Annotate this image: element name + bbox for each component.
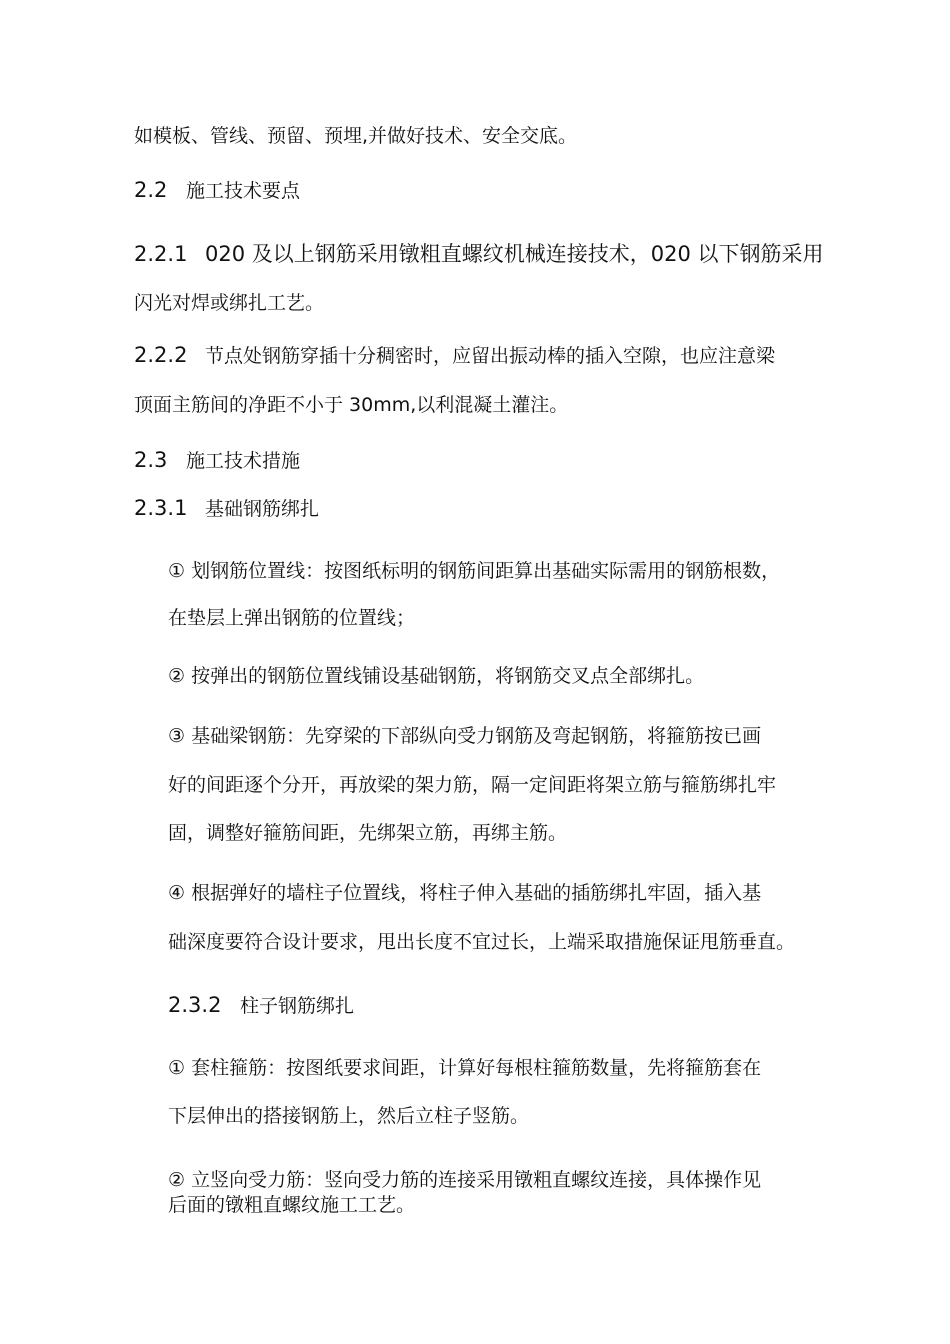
line-text: ④ 根据弹好的墙柱子位置线，将柱子伸入基础的插筋绑扎牢固，插入基 xyxy=(168,882,762,904)
section-number: 2.2 xyxy=(134,178,168,202)
section-number: 2.2.2 xyxy=(134,343,188,367)
line-text: 好的间距逐个分开，再放梁的架力筋，隔一定间距将架立筋与箍筋绑扎牢 xyxy=(168,774,777,796)
list-item xyxy=(168,1056,761,1080)
section-number: 2.3 xyxy=(134,448,168,472)
text-line xyxy=(168,606,415,630)
section-heading xyxy=(134,242,824,267)
text-line xyxy=(134,124,577,148)
line-text: 础深度要符合设计要求，甩出长度不宜过长，上端采取措施保证甩筋垂直。 xyxy=(168,931,796,953)
section-title: 施工技术措施 xyxy=(186,450,301,472)
section-title: 柱子钢筋绑扎 xyxy=(240,995,355,1017)
text-line xyxy=(168,1193,415,1217)
section-heading xyxy=(134,343,775,368)
text-line xyxy=(168,1104,529,1128)
section-number: 2.2.1 xyxy=(134,242,188,266)
section-heading xyxy=(134,496,319,521)
text-line xyxy=(168,821,567,845)
section-number: 2.3.1 xyxy=(134,496,188,520)
section-title: 施工技术要点 xyxy=(186,180,301,202)
line-text: 固，调整好箍筋间距，先绑架立筋，再绑主筋。 xyxy=(168,822,568,844)
section-heading xyxy=(134,448,300,473)
line-text: 如模板、管线、预留、预埋,并做好技术、安全交底。 xyxy=(134,125,578,147)
list-item xyxy=(168,559,780,583)
list-item xyxy=(168,1168,761,1192)
section-heading xyxy=(168,993,354,1018)
line-text: ① 套柱箍筋：按图纸要求间距，计算好每根柱箍筋数量，先将箍筋套在 xyxy=(168,1057,762,1079)
text-line xyxy=(134,393,568,417)
line-text: ② 按弹出的钢筋位置线铺设基础钢筋，将钢筋交叉点全部绑扎。 xyxy=(168,665,705,687)
list-item xyxy=(168,881,761,905)
list-item xyxy=(168,724,761,748)
text-line xyxy=(134,291,324,315)
section-number: 2.3.2 xyxy=(168,993,222,1017)
line-text: ② 立竖向受力筋：竖向受力筋的连接采用镦粗直螺纹连接，具体操作见 xyxy=(168,1169,762,1191)
line-text: 顶面主筋间的净距不小于 30mm,以利混凝土灌注。 xyxy=(134,394,569,416)
line-text: 节点处钢筋穿插十分稠密时，应留出振动棒的插入空隙，也应注意梁 xyxy=(205,345,776,367)
line-text: 020 及以上钢筋采用镦粗直螺纹机械连接技术，020 以下钢筋采用 xyxy=(205,242,824,266)
line-text: 闪光对焊或绑扎工艺。 xyxy=(134,292,325,314)
text-line xyxy=(168,773,776,797)
line-text: 在垫层上弹出钢筋的位置线； xyxy=(168,607,416,629)
line-text: 下层伸出的搭接钢筋上，然后立柱子竖筋。 xyxy=(168,1105,530,1127)
line-text: ③ 基础梁钢筋：先穿梁的下部纵向受力钢筋及弯起钢筋，将箍筋按已画 xyxy=(168,725,762,747)
section-title: 基础钢筋绑扎 xyxy=(205,498,320,520)
line-text: 后面的镦粗直螺纹施工工艺。 xyxy=(168,1194,416,1216)
list-item xyxy=(168,664,704,688)
section-heading xyxy=(134,178,300,203)
text-line xyxy=(168,930,795,954)
line-text: ① 划钢筋位置线：按图纸标明的钢筋间距算出基础实际需用的钢筋根数， xyxy=(168,560,781,582)
